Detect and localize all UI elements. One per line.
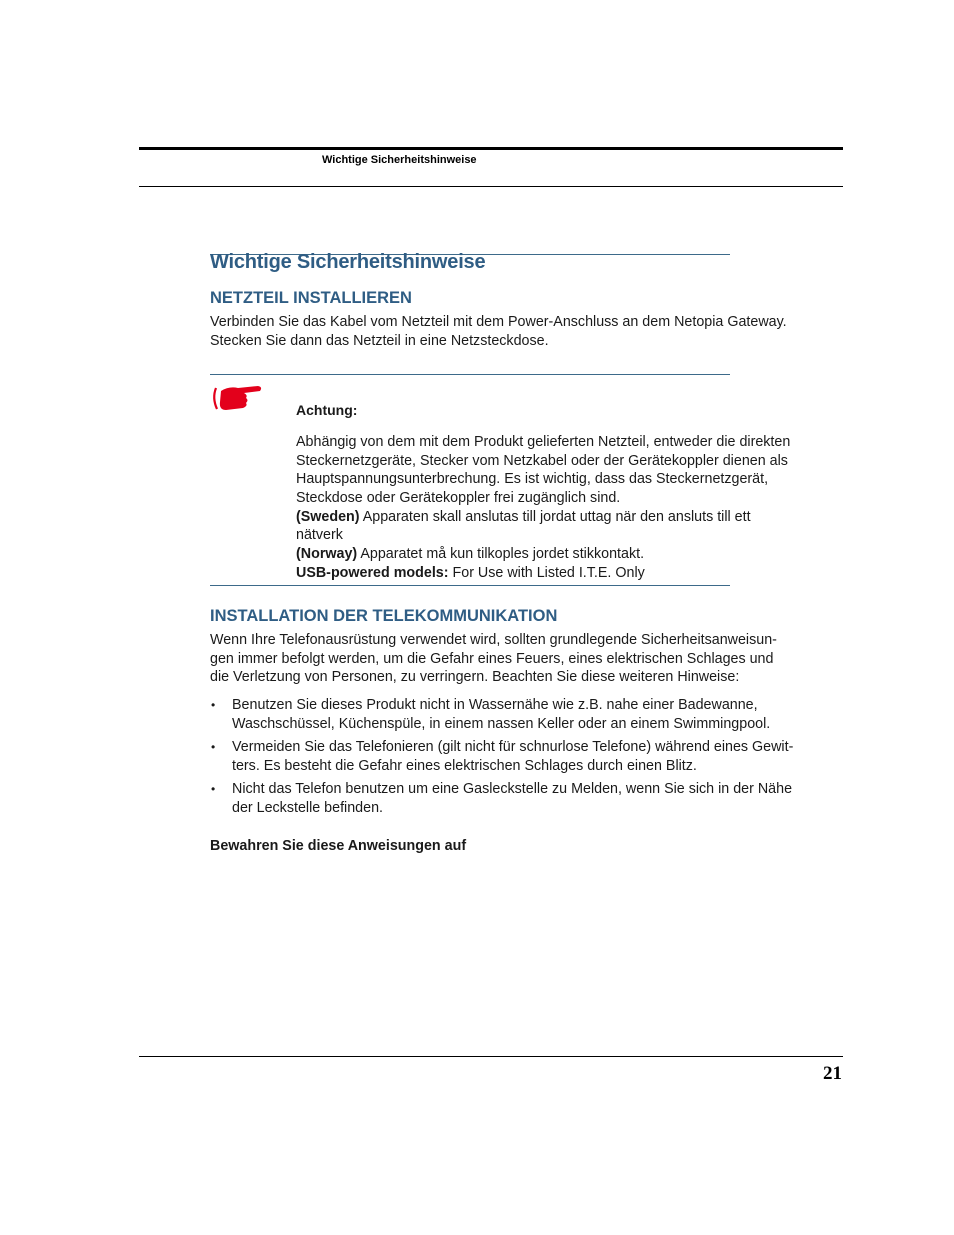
note-line-1: Abhängig von dem mit dem Produkt gelieferten Netzteil, entweder die direkten	[296, 434, 791, 450]
section-heading-telekommunikation: INSTALLATION DER TELEKOMMUNIKATION	[210, 607, 558, 625]
note-rule-bottom	[210, 585, 730, 586]
bullet-2-line-2: ters. Es besteht die Gefahr eines elektrischen Schlages durch einen Blitz.	[232, 758, 697, 774]
note-line-2: Steckernetzgeräte, Stecker vom Netzkabel oder der Gerätekoppler dienen als	[296, 453, 788, 469]
note-title: Achtung:	[296, 402, 358, 418]
note-sweden-line	[296, 508, 751, 527]
section2-line-1: Wenn Ihre Telefonausrüstung verwendet wird, sollten grundlegende Sicherheitsanweisun-	[210, 632, 777, 648]
section1-line-2: Stecken Sie dann das Netzteil in eine Netzsteckdose.	[210, 333, 549, 349]
section2-line-2: gen immer befolgt werden, um die Gefahr eines Feuers, eines elektrischen Schlages und	[210, 651, 774, 667]
section1-line-1: Verbinden Sie das Kabel vom Netzteil mit dem Power-Anschluss an dem Netopia Gateway.	[210, 314, 787, 330]
note-rule-top	[210, 374, 730, 375]
page-number: 21	[823, 1063, 842, 1084]
note-sweden-label: (Sweden)	[296, 509, 360, 525]
closing-instruction: Bewahren Sie diese Anweisungen auf	[210, 838, 467, 854]
note-sweden-text: Apparaten skall anslutas till jordat uttag när den ansluts till ett	[359, 509, 751, 525]
bullet-1-line-2: Waschschüssel, Küchenspüle, in einem nassen Keller oder an einem Swimmingpool.	[232, 716, 771, 732]
bullet-marker-3: •	[211, 782, 216, 796]
section-heading-netzteil: NETZTEIL INSTALLIEREN	[210, 289, 412, 307]
note-line-4: Steckdose oder Gerätekoppler frei zugänglich sind.	[296, 490, 621, 506]
note-norway-label: (Norway)	[296, 546, 358, 562]
header-rule-thick	[139, 147, 843, 150]
note-usb-text: For Use with Listed I.T.E. Only	[448, 565, 645, 581]
note-usb-label: USB-powered models:	[296, 565, 449, 581]
header-rule-thin	[139, 186, 843, 187]
section2-line-3: die Verletzung von Personen, zu verringern. Beachten Sie diese weiteren Hinweise:	[210, 669, 740, 685]
pointing-hand-icon	[210, 382, 264, 417]
bullet-marker-2: •	[211, 740, 216, 754]
note-sweden-cont: nätverk	[296, 527, 343, 543]
bullet-1-line-1: Benutzen Sie dieses Produkt nicht in Wassernähe wie z.B. nahe einer Badewanne,	[232, 697, 758, 713]
bullet-marker-1: •	[211, 698, 216, 712]
note-norway-line	[296, 545, 644, 564]
running-header-title: Wichtige Sicherheitshinweise	[322, 154, 477, 166]
bullet-2-line-1: Vermeiden Sie das Telefonieren (gilt nicht für schnurlose Telefone) während eines Gewit-	[232, 739, 794, 755]
note-line-3: Hauptspannungsunterbrechung. Es ist wichtig, dass das Steckernetzgerät,	[296, 471, 769, 487]
note-usb-line	[296, 564, 645, 583]
note-norway-text: Apparatet må kun tilkoples jordet stikkontakt.	[357, 546, 645, 562]
bullet-3-line-2: der Leckstelle befinden.	[232, 800, 384, 816]
bullet-3-line-1: Nicht das Telefon benutzen um eine Gasleckstelle zu Melden, wenn Sie sich in der Nähe	[232, 781, 793, 797]
footer-rule	[139, 1056, 843, 1057]
page-title: Wichtige Sicherheitshinweise	[210, 251, 486, 273]
